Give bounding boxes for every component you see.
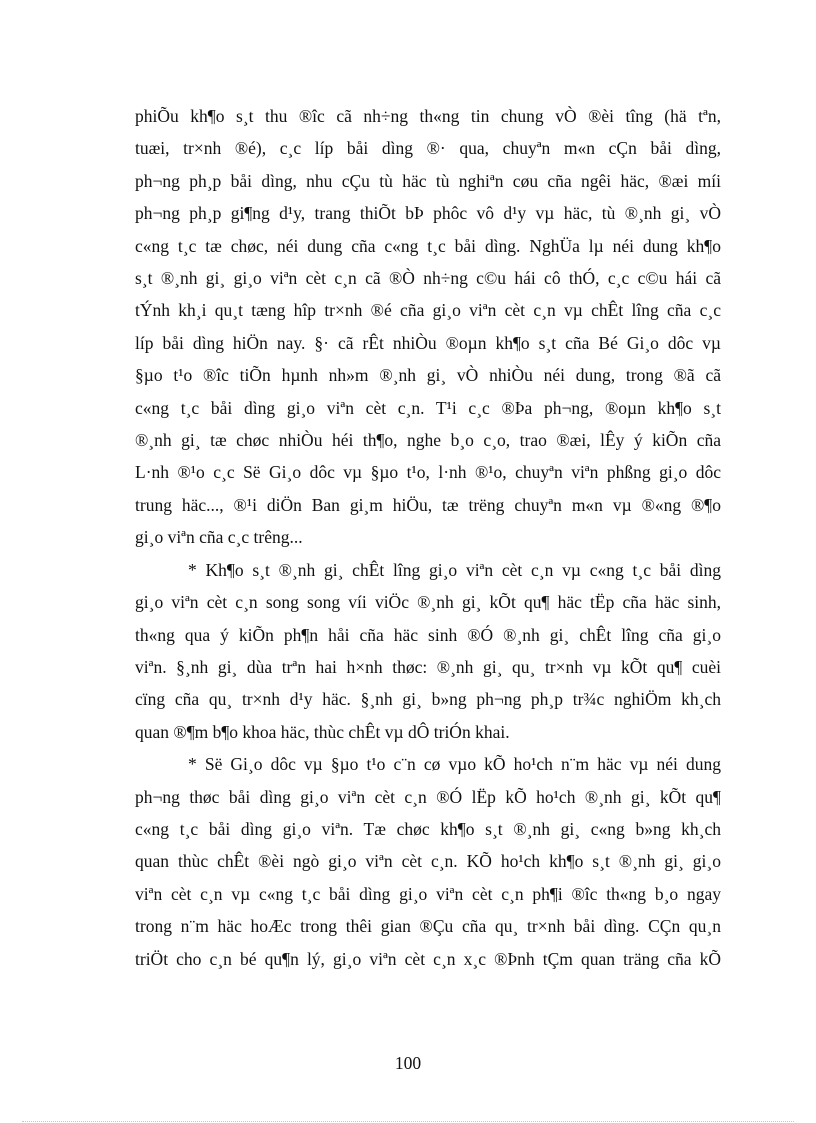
text-line: quan thùc chÊt ®èi ngò gi¸o viªn cèt c¸n. KÕ ho¹ch kh¶o s¸t ®¸nh gi¸ gi¸o [135,851,721,872]
footer-divider [22,1121,794,1122]
text-line: s¸t ®¸nh gi¸ gi¸o viªn cèt c¸n cã ®Ò nh÷ng c©u hái cô thÓ, c¸c c©u hái cã [135,268,721,289]
text-line: tuæi, tr×nh ®é), c¸c líp båi dìng ®· qua, chuyªn m«n cÇn båi dìng, [135,138,721,159]
paragraph-2 [135,554,721,748]
text-line: líp båi dìng hiÖn nay. §· cã rÊt nhiÒu ®oµn kh¶o s¸t cña Bé Gi¸o dôc vµ [135,332,721,353]
text-line: gi¸o viªn cèt c¸n song song víi viÖc ®¸nh gi¸ kÕt qu¶ häc tËp cña häc sinh, [135,592,721,613]
text-line: ph¬ng ph¸p gi¶ng d¹y, trang thiÕt bÞ phôc vô d¹y vµ häc, tù ®¸nh gi¸ vÒ [135,203,721,224]
text-line: viªn. §¸nh gi¸ dùa trªn hai h×nh thøc: ®¸nh gi¸ qu¸ tr×nh vµ kÕt qu¶ cuèi [135,656,721,677]
text-line: gi¸o viªn cña c¸c trêng... [135,527,303,548]
text-line: §µo t¹o ®îc tiÕn hµnh nh»m ®¸nh gi¸ vÒ nhiÒu néi dung, trong ®ã cã [135,365,721,386]
page-number: 100 [394,1053,422,1073]
paragraph-3 [135,748,721,975]
text-line: viªn cèt c¸n vµ c«ng t¸c båi dìng gi¸o viªn cèt c¸n ph¶i ®îc th«ng b¸o ngay [135,883,721,904]
text-line: c«ng t¸c båi dìng gi¸o viªn cèt c¸n. T¹i c¸c ®Þa ph¬ng, ®oµn kh¶o s¸t [135,397,721,418]
text-line: triÖt cho c¸n bé qu¶n lý, gi¸o viªn cèt c¸n x¸c ®Þnh tÇm quan träng cña kÕ [135,948,721,969]
text-line: ph¬ng ph¸p båi dìng, nhu cÇu tù häc tù nghiªn cøu cña ngêi häc, ®æi míi [135,170,721,191]
text-line: quan ®¶m b¶o khoa häc, thùc chÊt vµ dÔ triÓn khai. [135,721,510,742]
paragraph-1 [135,100,721,554]
text-line: tÝnh kh¸i qu¸t tæng hîp tr×nh ®é cña gi¸o viªn cèt c¸n vµ chÊt lîng cña c¸c [135,300,721,321]
text-line: * Së Gi¸o dôc vµ §µo t¹o c¨n cø vµo kÕ ho¹ch n¨m häc vµ néi dung [188,754,721,775]
text-line: phiÕu kh¶o s¸t thu ®îc cã nh÷ng th«ng tin chung vÒ ®èi tîng (hä tªn, [135,106,721,126]
document-body [135,100,721,975]
text-line: cïng cña qu¸ tr×nh d¹y häc. §¸nh gi¸ b»ng ph¬ng ph¸p tr¾c nghiÖm kh¸ch [135,689,721,710]
text-line: * Kh¶o s¸t ®¸nh gi¸ chÊt lîng gi¸o viªn cèt c¸n vµ c«ng t¸c båi dìng [188,559,721,580]
text-line: c«ng t¸c tæ chøc, néi dung cña c«ng t¸c båi dìng. NghÜa lµ néi dung kh¶o [135,235,721,256]
text-line: ph¬ng thøc båi dìng gi¸o viªn cèt c¸n ®Ó lËp kÕ ho¹ch ®¸nh gi¸ kÕt qu¶ [135,786,721,807]
text-line: ®¸nh gi¸ tæ chøc nhiÒu héi th¶o, nghe b¸o c¸o, trao ®æi, lÊy ý kiÕn cña [135,430,721,451]
text-line: trong n¨m häc hoÆc trong thêi gian ®Çu cña qu¸ tr×nh båi dìng. CÇn qu¸n [135,916,721,937]
text-line: c«ng t¸c båi dìng gi¸o viªn. Tæ chøc kh¶o s¸t ®¸nh gi¸ c«ng b»ng kh¸ch [135,818,721,839]
text-line: L·nh ®¹o c¸c Së Gi¸o dôc vµ §µo t¹o, l·nh ®¹o, chuyªn viªn phßng gi¸o dôc [135,462,721,483]
text-line: trung häc..., ®¹i diÖn Ban gi¸m hiÖu, tæ trëng chuyªn m«n vµ ®«ng ®¶o [135,494,721,515]
text-line: th«ng qua ý kiÕn ph¶n håi cña häc sinh ®Ó ®¸nh gi¸ chÊt lîng cña gi¸o [135,624,721,645]
